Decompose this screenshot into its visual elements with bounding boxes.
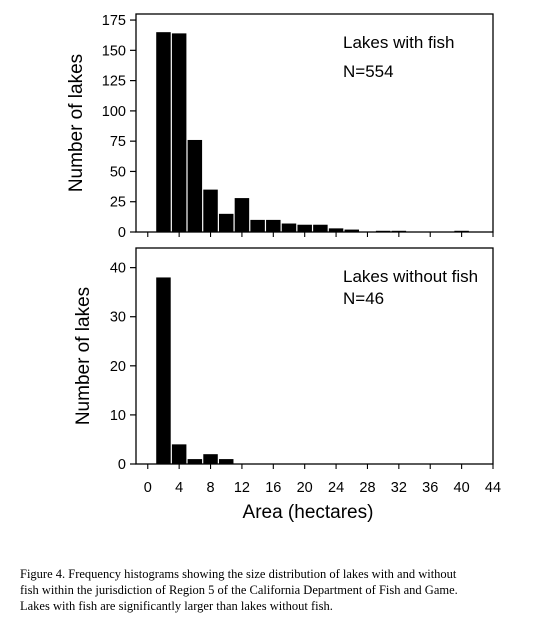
bar-top-16 [266,220,280,232]
y-tick-label-top-0: 0 [117,225,126,241]
caption-line-1: Figure 4. Frequency histograms showing the size distribution of lakes with and without [20,567,457,581]
bar-top-22 [313,225,327,232]
x-tick-label-24: 24 [328,480,345,496]
bar-top-26 [345,230,359,232]
bar-top-14 [250,220,264,232]
bar-bottom-6 [188,459,202,464]
annotation-bottom-line1: Lakes without fish [343,267,479,286]
x-tick-label-0: 0 [143,480,152,496]
y-ticks-bottom [110,261,136,473]
x-tick-label-16: 16 [265,480,282,496]
y-tick-label-top-50: 50 [109,164,126,181]
y-tick-label-top-175: 175 [101,13,126,30]
bar-bottom-10 [219,459,233,464]
caption-line-2: fish within the jurisdiction of Region 5 of the California Department of Fish and Game. [20,583,458,597]
bar-top-12 [235,198,249,232]
x-tick-label-32: 32 [390,480,407,496]
bar-top-30 [376,231,390,232]
y-tick-label-bottom-20: 20 [109,358,126,375]
x-tick-label-44: 44 [484,480,502,496]
bar-top-2 [156,32,170,232]
y-tick-label-top-150: 150 [101,43,126,60]
bar-top-10 [219,214,233,232]
x-tick-label-12: 12 [233,480,250,496]
x-tick-label-4: 4 [175,480,184,496]
bar-top-20 [297,225,311,232]
bar-bottom-8 [203,454,217,464]
caption-line-3: Lakes with fish are significantly larger than lakes without fish. [20,599,333,613]
x-ticks-bottom [144,480,501,496]
bar-top-6 [188,140,202,232]
bar-top-8 [203,190,217,232]
annotation-top-line2: N=554 [343,62,394,81]
y-axis-label-bottom: Number of lakes [73,286,94,426]
x-tick-label-8: 8 [206,480,215,496]
y-tick-label-bottom-30: 30 [109,309,126,326]
bar-top-18 [282,224,296,232]
bar-top-32 [392,231,406,232]
bars-top [156,32,469,232]
bar-top-40 [454,231,468,232]
y-ticks-top [102,13,136,241]
figure-caption [20,566,545,614]
x-tick-label-20: 20 [296,480,313,496]
x-tick-label-28: 28 [359,480,376,496]
annotation-bottom-line2: N=46 [343,289,385,308]
y-tick-label-bottom-40: 40 [109,260,126,277]
bars-bottom [156,277,233,464]
y-tick-label-top-25: 25 [109,194,126,211]
x-tick-label-40: 40 [453,480,470,496]
y-tick-label-top-75: 75 [109,134,126,151]
annotation-top-line1: Lakes with fish [343,33,455,52]
bar-top-4 [172,33,186,232]
bar-bottom-4 [172,444,186,464]
bar-top-24 [329,228,343,232]
panel-lakes-with-fish [66,13,493,241]
y-tick-label-top-125: 125 [101,73,126,90]
panel-lakes-without-fish [73,248,501,523]
bar-bottom-2 [156,277,170,464]
y-tick-label-bottom-10: 10 [109,407,126,424]
y-tick-label-top-100: 100 [101,103,126,120]
x-tick-label-36: 36 [422,480,439,496]
y-tick-label-bottom-0: 0 [117,457,126,473]
y-axis-label-top: Number of lakes [66,53,87,193]
x-axis-label: Area (hectares) [242,502,374,523]
